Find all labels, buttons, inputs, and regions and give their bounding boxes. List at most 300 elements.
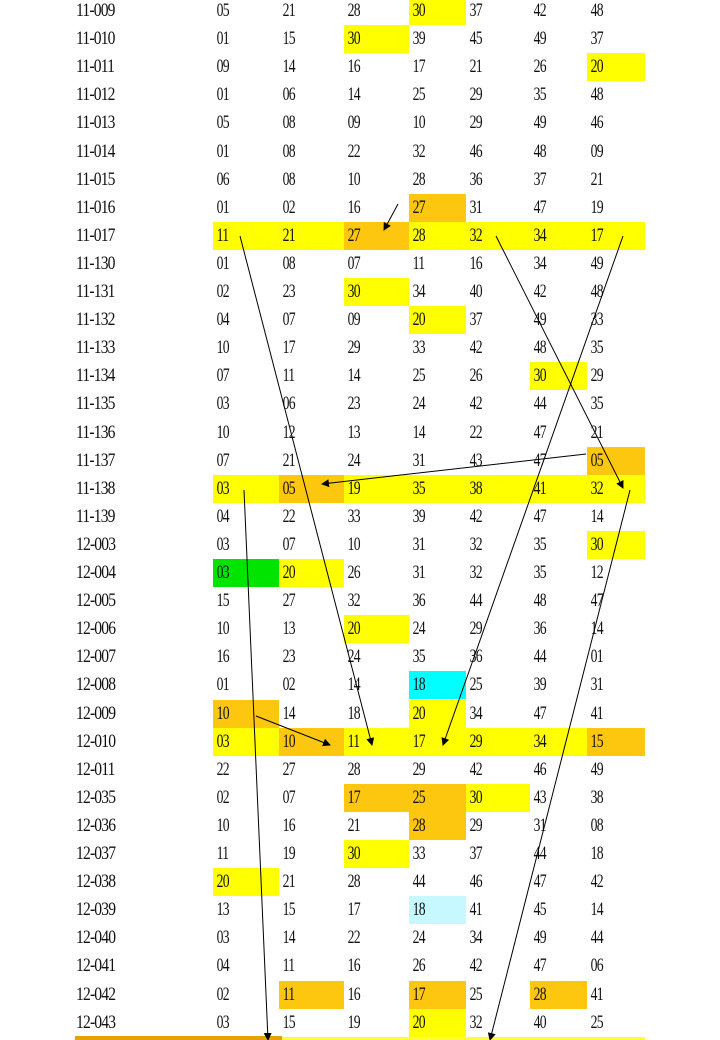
number-cell <box>530 559 587 587</box>
number-value: 04 <box>216 505 229 527</box>
number-cell <box>466 278 530 306</box>
draw-row <box>0 531 720 559</box>
draw-id: 12-003 <box>76 533 116 555</box>
number-cell <box>587 840 645 868</box>
number-value: 34 <box>412 281 425 302</box>
number-value: 48 <box>590 84 603 106</box>
number-value: 11 <box>282 955 295 977</box>
number-value: 39 <box>412 28 425 50</box>
number-cell <box>409 981 466 1009</box>
number-value: 01 <box>216 28 229 50</box>
number-cell <box>344 250 409 278</box>
number-value: 21 <box>282 871 295 893</box>
number-cell <box>530 700 587 728</box>
number-cell <box>587 109 645 137</box>
number-cell <box>213 390 279 418</box>
draw-id: 12-039 <box>76 899 116 921</box>
number-cell <box>213 222 279 250</box>
number-cell <box>530 1009 587 1037</box>
number-cell <box>409 615 466 643</box>
draw-id: 12-035 <box>76 786 116 808</box>
draw-row <box>0 250 720 278</box>
number-value: 47 <box>533 702 546 724</box>
number-cell <box>587 25 645 53</box>
number-value: 22 <box>216 758 229 780</box>
number-cell <box>409 812 466 840</box>
number-cell <box>279 278 344 306</box>
number-cell <box>213 812 279 840</box>
number-value: 13 <box>282 618 295 640</box>
number-cell <box>466 306 530 334</box>
draw-id: 11-015 <box>76 168 115 190</box>
number-cell <box>279 812 344 840</box>
draw-row <box>0 138 720 166</box>
number-cell <box>344 447 409 475</box>
number-cell <box>213 25 279 53</box>
number-cell <box>409 840 466 868</box>
number-cell <box>466 671 530 699</box>
number-cell <box>213 109 279 137</box>
draw-row <box>0 559 720 587</box>
number-cell <box>344 194 409 222</box>
number-cell <box>466 756 530 784</box>
number-value: 20 <box>590 56 603 78</box>
number-value: 20 <box>216 871 229 893</box>
draw-id: 12-010 <box>76 730 116 752</box>
number-cell <box>279 587 344 615</box>
number-value: 10 <box>347 168 360 190</box>
number-value: 37 <box>533 168 546 190</box>
number-value: 47 <box>533 871 546 893</box>
number-cell <box>409 109 466 137</box>
number-value: 14 <box>347 365 360 387</box>
number-cell <box>530 784 587 812</box>
number-value: 11 <box>412 252 425 274</box>
number-cell <box>279 475 344 503</box>
number-cell <box>213 1009 279 1037</box>
number-value: 10 <box>216 814 229 836</box>
number-value: 49 <box>533 309 546 331</box>
draw-id: 11-135 <box>76 393 115 415</box>
number-value: 42 <box>590 871 603 893</box>
number-value: 06 <box>282 84 295 106</box>
number-cell <box>587 868 645 896</box>
number-cell <box>279 896 344 924</box>
draw-id: 12-008 <box>76 674 116 696</box>
number-value: 46 <box>533 758 546 780</box>
number-cell <box>466 952 530 980</box>
draw-row <box>0 81 720 109</box>
number-cell <box>587 138 645 166</box>
number-cell <box>466 109 530 137</box>
number-cell <box>530 306 587 334</box>
number-value: 16 <box>216 646 229 668</box>
draw-row <box>0 728 720 756</box>
number-value: 19 <box>347 477 360 499</box>
number-cell <box>213 924 279 952</box>
number-value: 29 <box>347 337 360 359</box>
number-cell <box>587 952 645 980</box>
number-cell <box>466 166 530 194</box>
number-cell <box>213 784 279 812</box>
draw-row <box>0 194 720 222</box>
number-cell <box>530 278 587 306</box>
number-cell <box>409 587 466 615</box>
number-value: 21 <box>590 421 603 443</box>
number-cell <box>213 250 279 278</box>
number-cell <box>279 25 344 53</box>
number-cell <box>409 194 466 222</box>
number-cell <box>409 1009 466 1037</box>
number-value: 31 <box>590 674 603 696</box>
number-value: 28 <box>412 168 425 190</box>
number-cell <box>530 81 587 109</box>
number-value: 25 <box>412 786 425 808</box>
number-value: 41 <box>590 702 603 724</box>
number-cell <box>279 671 344 699</box>
number-value: 36 <box>469 168 482 190</box>
number-cell <box>279 700 344 728</box>
number-value: 41 <box>469 899 482 921</box>
number-cell <box>344 671 409 699</box>
number-value: 03 <box>216 1011 229 1033</box>
number-cell <box>409 390 466 418</box>
number-value: 35 <box>590 393 603 415</box>
number-value: 14 <box>347 674 360 696</box>
number-cell <box>279 138 344 166</box>
number-value: 23 <box>347 393 360 415</box>
number-cell <box>587 306 645 334</box>
number-cell <box>530 615 587 643</box>
draw-id: 11-009 <box>76 0 115 21</box>
number-cell <box>344 109 409 137</box>
draw-id: 12-004 <box>76 562 116 583</box>
number-cell <box>530 812 587 840</box>
number-cell <box>279 390 344 418</box>
number-value: 34 <box>469 927 482 949</box>
draw-row <box>0 390 720 418</box>
number-value: 11 <box>282 983 295 1005</box>
number-value: 18 <box>412 899 425 921</box>
number-value: 02 <box>216 983 229 1005</box>
number-value: 42 <box>533 0 546 21</box>
number-cell <box>279 334 344 362</box>
number-value: 31 <box>412 533 425 555</box>
number-value: 13 <box>347 421 360 443</box>
number-cell <box>587 896 645 924</box>
number-cell <box>587 334 645 362</box>
number-value: 48 <box>533 337 546 359</box>
number-value: 01 <box>216 674 229 696</box>
number-cell <box>466 728 530 756</box>
number-cell <box>587 53 645 81</box>
number-cell <box>466 503 530 531</box>
number-value: 15 <box>216 590 229 612</box>
number-value: 03 <box>216 927 229 949</box>
number-cell <box>587 503 645 531</box>
draw-id: 12-006 <box>76 618 116 640</box>
number-value: 21 <box>347 814 360 836</box>
number-value: 35 <box>533 84 546 106</box>
number-value: 42 <box>469 337 482 359</box>
number-value: 17 <box>347 899 360 921</box>
number-cell <box>279 728 344 756</box>
number-value: 10 <box>216 337 229 359</box>
draw-row <box>0 53 720 81</box>
number-cell <box>279 109 344 137</box>
number-cell <box>344 390 409 418</box>
number-cell <box>466 25 530 53</box>
number-value: 46 <box>469 871 482 893</box>
number-value: 02 <box>282 674 295 696</box>
number-value: 30 <box>533 365 546 387</box>
number-cell <box>344 475 409 503</box>
number-cell <box>530 475 587 503</box>
number-cell <box>344 615 409 643</box>
number-value: 24 <box>412 927 425 949</box>
draw-id: 12-040 <box>76 927 116 949</box>
number-cell <box>530 952 587 980</box>
number-cell <box>213 868 279 896</box>
number-cell <box>279 981 344 1009</box>
number-cell <box>213 559 279 587</box>
number-value: 28 <box>347 758 360 780</box>
number-value: 04 <box>216 955 229 977</box>
number-cell <box>587 222 645 250</box>
number-value: 38 <box>469 477 482 499</box>
number-cell <box>587 587 645 615</box>
draw-id: 12-038 <box>76 871 116 893</box>
number-cell <box>213 475 279 503</box>
number-value: 49 <box>590 252 603 274</box>
number-cell <box>466 390 530 418</box>
number-cell <box>409 643 466 671</box>
number-cell <box>409 250 466 278</box>
number-cell <box>344 643 409 671</box>
number-value: 35 <box>412 646 425 668</box>
draw-id: 12-036 <box>76 814 116 836</box>
number-cell <box>530 194 587 222</box>
number-value: 20 <box>412 309 425 331</box>
number-value: 32 <box>469 224 482 246</box>
number-cell <box>466 81 530 109</box>
number-value: 02 <box>282 196 295 218</box>
number-value: 31 <box>412 562 425 583</box>
number-cell <box>466 700 530 728</box>
draw-id: 12-007 <box>76 646 116 668</box>
number-value: 42 <box>533 281 546 302</box>
number-value: 48 <box>533 140 546 162</box>
number-cell <box>409 896 466 924</box>
number-cell <box>530 587 587 615</box>
number-value: 25 <box>590 1011 603 1033</box>
number-cell <box>587 559 645 587</box>
number-value: 06 <box>590 955 603 977</box>
number-value: 08 <box>590 814 603 836</box>
number-cell <box>344 587 409 615</box>
number-value: 07 <box>282 533 295 555</box>
number-value: 24 <box>347 449 360 471</box>
number-value: 47 <box>533 421 546 443</box>
number-cell <box>279 81 344 109</box>
number-value: 14 <box>590 899 603 921</box>
number-cell <box>409 81 466 109</box>
number-cell <box>409 924 466 952</box>
number-cell <box>409 952 466 980</box>
draw-id: 11-138 <box>76 477 115 499</box>
number-cell <box>279 924 344 952</box>
draw-row <box>0 222 720 250</box>
number-cell <box>530 447 587 475</box>
number-value: 45 <box>469 28 482 50</box>
number-value: 16 <box>347 196 360 218</box>
number-value: 29 <box>469 730 482 752</box>
number-value: 46 <box>590 112 603 134</box>
number-cell <box>466 812 530 840</box>
number-value: 42 <box>469 955 482 977</box>
number-value: 09 <box>216 56 229 78</box>
draw-row <box>0 475 720 503</box>
number-cell <box>213 447 279 475</box>
number-cell <box>279 559 344 587</box>
number-cell <box>344 25 409 53</box>
number-value: 16 <box>347 56 360 78</box>
number-value: 30 <box>469 786 482 808</box>
number-cell <box>466 222 530 250</box>
number-value: 33 <box>412 843 425 864</box>
number-value: 37 <box>469 0 482 21</box>
draw-row <box>0 278 720 306</box>
number-cell <box>279 868 344 896</box>
number-value: 17 <box>590 224 603 246</box>
number-value: 08 <box>282 168 295 190</box>
number-cell <box>466 475 530 503</box>
draw-id: 11-130 <box>76 252 115 274</box>
number-cell <box>466 250 530 278</box>
draw-row <box>0 334 720 362</box>
number-cell <box>530 250 587 278</box>
number-cell <box>279 615 344 643</box>
number-cell <box>213 587 279 615</box>
number-value: 35 <box>590 337 603 359</box>
draw-row <box>0 896 720 924</box>
number-cell <box>530 643 587 671</box>
number-value: 21 <box>282 0 295 21</box>
draw-row <box>0 981 720 1009</box>
draw-row <box>0 784 720 812</box>
number-cell <box>587 700 645 728</box>
number-cell <box>587 981 645 1009</box>
number-cell <box>587 924 645 952</box>
number-cell <box>466 784 530 812</box>
number-cell <box>344 222 409 250</box>
number-value: 15 <box>282 28 295 50</box>
draw-row <box>0 587 720 615</box>
number-value: 30 <box>412 0 425 21</box>
number-cell <box>530 25 587 53</box>
number-cell <box>530 53 587 81</box>
number-cell <box>530 896 587 924</box>
number-value: 36 <box>412 590 425 612</box>
number-value: 02 <box>216 281 229 302</box>
number-value: 28 <box>347 0 360 21</box>
number-value: 08 <box>282 140 295 162</box>
number-cell <box>530 671 587 699</box>
number-cell <box>409 0 466 25</box>
number-value: 44 <box>590 927 603 949</box>
number-value: 14 <box>347 84 360 106</box>
number-cell <box>587 1009 645 1037</box>
number-value: 31 <box>533 814 546 836</box>
number-cell <box>466 194 530 222</box>
draw-id: 11-017 <box>76 224 115 246</box>
number-cell <box>213 194 279 222</box>
number-value: 05 <box>282 477 295 499</box>
number-value: 30 <box>347 281 360 302</box>
number-cell <box>409 447 466 475</box>
number-value: 27 <box>347 224 360 246</box>
number-cell <box>213 81 279 109</box>
draw-id: 11-139 <box>76 505 115 527</box>
number-value: 32 <box>469 533 482 555</box>
number-cell <box>344 278 409 306</box>
number-cell <box>344 1009 409 1037</box>
number-value: 22 <box>347 927 360 949</box>
number-cell <box>466 531 530 559</box>
number-cell <box>279 756 344 784</box>
number-value: 20 <box>347 618 360 640</box>
number-value: 01 <box>216 196 229 218</box>
number-value: 34 <box>469 702 482 724</box>
number-cell <box>213 643 279 671</box>
draw-id: 11-014 <box>76 140 115 162</box>
number-value: 31 <box>412 449 425 471</box>
number-cell <box>279 306 344 334</box>
number-value: 14 <box>282 927 295 949</box>
number-cell <box>587 728 645 756</box>
number-cell <box>344 896 409 924</box>
number-cell <box>409 475 466 503</box>
number-value: 27 <box>282 590 295 612</box>
number-value: 37 <box>590 28 603 50</box>
draw-row <box>0 447 720 475</box>
number-cell <box>530 0 587 25</box>
number-cell <box>466 0 530 25</box>
number-cell <box>587 475 645 503</box>
number-cell <box>279 362 344 390</box>
number-value: 17 <box>347 786 360 808</box>
number-cell <box>466 643 530 671</box>
number-cell <box>279 840 344 868</box>
number-cell <box>279 419 344 447</box>
number-cell <box>530 840 587 868</box>
number-value: 20 <box>412 1011 425 1033</box>
number-value: 44 <box>533 843 546 864</box>
number-value: 12 <box>590 562 603 583</box>
number-value: 16 <box>347 955 360 977</box>
number-cell <box>213 278 279 306</box>
draw-row <box>0 700 720 728</box>
number-value: 14 <box>412 421 425 443</box>
number-cell <box>530 138 587 166</box>
number-cell <box>279 194 344 222</box>
number-value: 10 <box>216 702 229 724</box>
number-cell <box>213 334 279 362</box>
number-value: 22 <box>282 505 295 527</box>
draw-id: 11-137 <box>76 449 115 471</box>
number-value: 47 <box>533 955 546 977</box>
number-value: 30 <box>347 28 360 50</box>
